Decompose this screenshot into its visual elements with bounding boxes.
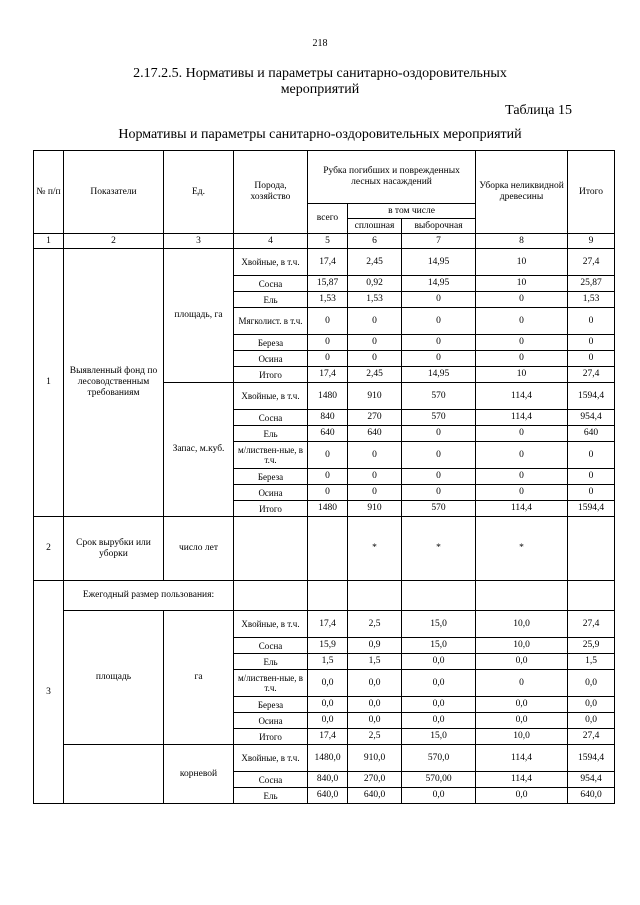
value-cell: 0 <box>568 335 615 351</box>
value-cell: 640,0 <box>348 788 402 804</box>
value-cell: 0 <box>308 485 348 501</box>
value-cell: 0 <box>568 442 615 469</box>
column-number: 2 <box>64 234 164 249</box>
empty-cell <box>308 581 348 611</box>
value-cell: 570 <box>402 410 476 426</box>
value-cell: 10 <box>476 249 568 276</box>
header-felling: Рубка погибших и поврежденных лесных насаждений <box>308 151 476 204</box>
table-row <box>34 517 615 581</box>
value-cell: 0 <box>476 485 568 501</box>
value-cell: 0 <box>476 670 568 697</box>
value-cell: 0,92 <box>348 276 402 292</box>
value-cell: 840,0 <box>308 772 348 788</box>
species-cell: Сосна <box>234 410 308 426</box>
value-cell: 0 <box>308 469 348 485</box>
value-cell: 1,53 <box>348 292 402 308</box>
value-cell: 0 <box>568 308 615 335</box>
table-row <box>34 234 615 249</box>
value-cell: 0,0 <box>402 697 476 713</box>
value-cell: 1,5 <box>348 654 402 670</box>
value-cell: 910 <box>348 501 402 517</box>
value-cell: 10,0 <box>476 638 568 654</box>
value-cell: 270 <box>348 410 402 426</box>
value-cell: 1,5 <box>308 654 348 670</box>
value-cell: 0 <box>308 442 348 469</box>
value-cell: 0 <box>476 351 568 367</box>
value-cell: 0,0 <box>476 654 568 670</box>
value-cell: 640 <box>308 426 348 442</box>
empty-cell <box>568 581 615 611</box>
unit-area: площадь, га <box>164 249 234 383</box>
species-cell: Мягколист. в т.ч. <box>234 308 308 335</box>
value-cell: 0,0 <box>568 670 615 697</box>
species-cell: Ель <box>234 654 308 670</box>
section-label: Срок вырубки или уборки <box>64 517 164 581</box>
value-cell: 954,4 <box>568 410 615 426</box>
value-cell: 0 <box>348 469 402 485</box>
value-cell: 840 <box>308 410 348 426</box>
table-row <box>34 249 615 276</box>
value-cell: 27,4 <box>568 611 615 638</box>
column-number: 4 <box>234 234 308 249</box>
species-cell: Сосна <box>234 276 308 292</box>
table-row <box>34 745 615 772</box>
value-cell: 10,0 <box>476 729 568 745</box>
value-cell: 114,4 <box>476 501 568 517</box>
value-cell: 270,0 <box>348 772 402 788</box>
value-cell: 570 <box>402 383 476 410</box>
table-number: Таблица 15 <box>505 103 572 118</box>
column-number: 8 <box>476 234 568 249</box>
value-cell: 15,9 <box>308 638 348 654</box>
species-cell: Береза <box>234 469 308 485</box>
unit-stock: корневой <box>164 745 234 804</box>
value-cell: 0,0 <box>476 788 568 804</box>
value-cell: 910 <box>348 383 402 410</box>
value-cell: 0 <box>308 351 348 367</box>
value-cell: 0,0 <box>402 654 476 670</box>
value-cell: 0 <box>402 442 476 469</box>
value-cell: 0 <box>402 469 476 485</box>
value-cell: 1594,4 <box>568 745 615 772</box>
section-label: Выявленный фонд по лесоводственным требованиям <box>64 249 164 517</box>
value-cell: 1480 <box>308 383 348 410</box>
value-cell: 0,0 <box>308 713 348 729</box>
value-cell: 0,0 <box>568 713 615 729</box>
column-number: 1 <box>34 234 64 249</box>
value-cell: 0 <box>568 485 615 501</box>
value-cell: 114,4 <box>476 772 568 788</box>
value-cell: 0,0 <box>348 670 402 697</box>
value-cell: 0,0 <box>402 788 476 804</box>
value-cell: 2,45 <box>348 249 402 276</box>
header-num: № п/п <box>34 151 64 234</box>
value-cell: 2,5 <box>348 729 402 745</box>
value-cell: 14,95 <box>402 249 476 276</box>
value-cell: 17,4 <box>308 729 348 745</box>
value-cell: 0,0 <box>308 670 348 697</box>
species-cell: Береза <box>234 335 308 351</box>
value-cell: 0 <box>402 351 476 367</box>
value-cell: 0,0 <box>568 697 615 713</box>
value-cell: 0,0 <box>476 713 568 729</box>
table-row <box>34 611 615 638</box>
value-cell: 17,4 <box>308 249 348 276</box>
unit-stock: Запас, м.куб. <box>164 383 234 517</box>
header-selective: выборочная <box>402 219 476 234</box>
value-cell: 1,53 <box>308 292 348 308</box>
section-number: 2 <box>34 517 64 581</box>
header-total-all: всего <box>308 204 348 234</box>
page-number: 218 <box>312 38 328 49</box>
value-cell: 570 <box>402 501 476 517</box>
empty-cell <box>402 581 476 611</box>
unit-area: га <box>164 611 234 745</box>
value-cell: 0 <box>348 442 402 469</box>
species-cell: Береза <box>234 697 308 713</box>
value-cell: 10 <box>476 367 568 383</box>
value-cell: 1,53 <box>568 292 615 308</box>
value-cell: 2,45 <box>348 367 402 383</box>
value-cell: 640,0 <box>308 788 348 804</box>
value-cell: 15,0 <box>402 611 476 638</box>
value-cell: 14,95 <box>402 367 476 383</box>
value-cell: 0 <box>348 335 402 351</box>
value-cell: 1,5 <box>568 654 615 670</box>
value-cell: 0 <box>476 308 568 335</box>
value-cell: * <box>348 517 402 581</box>
value-cell: 0 <box>348 351 402 367</box>
species-cell: Осина <box>234 485 308 501</box>
value-cell: 27,4 <box>568 729 615 745</box>
value-cell: 0 <box>402 292 476 308</box>
value-cell: 14,95 <box>402 276 476 292</box>
value-cell: 640 <box>568 426 615 442</box>
area-label: площадь <box>64 611 164 745</box>
value-cell: 640,0 <box>568 788 615 804</box>
section-heading: 2.17.2.5. Нормативы и параметры санитарно-оздоровительных мероприятий <box>133 66 507 97</box>
value-cell: 910,0 <box>348 745 402 772</box>
value-cell: 17,4 <box>308 611 348 638</box>
value-cell: 0 <box>402 426 476 442</box>
value-cell: 0 <box>568 469 615 485</box>
empty-cell <box>64 745 164 804</box>
value-cell: 0 <box>308 335 348 351</box>
value-cell: 0 <box>402 485 476 501</box>
value-cell: 15,87 <box>308 276 348 292</box>
value-cell: 0,9 <box>348 638 402 654</box>
section-number: 1 <box>34 249 64 517</box>
header-species: Порода, хозяйство <box>234 151 308 234</box>
header-clear: сплошная <box>348 219 402 234</box>
species-cell: Осина <box>234 713 308 729</box>
value-cell: 10,0 <box>476 611 568 638</box>
value-cell: 0,0 <box>308 697 348 713</box>
value-cell: 17,4 <box>308 367 348 383</box>
value-cell: * <box>476 517 568 581</box>
species-cell: Ель <box>234 292 308 308</box>
value-cell: 114,4 <box>476 410 568 426</box>
section-label: Ежегодный размер пользования: <box>64 581 234 611</box>
species-cell: Хвойные, в т.ч. <box>234 383 308 410</box>
value-cell: 570,0 <box>402 745 476 772</box>
species-cell: Сосна <box>234 772 308 788</box>
species-cell: Хвойные, в т.ч. <box>234 745 308 772</box>
species-cell: Осина <box>234 351 308 367</box>
value-cell: 27,4 <box>568 249 615 276</box>
value-cell <box>568 517 615 581</box>
column-number: 5 <box>308 234 348 249</box>
value-cell: 15,0 <box>402 638 476 654</box>
value-cell <box>308 517 348 581</box>
empty-cell <box>476 581 568 611</box>
value-cell: 570,00 <box>402 772 476 788</box>
value-cell: 27,4 <box>568 367 615 383</box>
value-cell: 1594,4 <box>568 383 615 410</box>
value-cell: 25,9 <box>568 638 615 654</box>
species-cell: Ель <box>234 788 308 804</box>
species-cell: Итого <box>234 367 308 383</box>
empty-cell <box>234 581 308 611</box>
species-cell: Итого <box>234 729 308 745</box>
value-cell: 0 <box>402 308 476 335</box>
header-indicators: Показатели <box>64 151 164 234</box>
value-cell: 0,0 <box>402 670 476 697</box>
species-cell: Итого <box>234 501 308 517</box>
unit-years: число лет <box>164 517 234 581</box>
species-cell: Хвойные, в т.ч. <box>234 611 308 638</box>
column-number: 7 <box>402 234 476 249</box>
value-cell: 0 <box>476 469 568 485</box>
value-cell: 0 <box>348 485 402 501</box>
value-cell: 114,4 <box>476 383 568 410</box>
value-cell <box>234 517 308 581</box>
norms-table <box>33 150 615 804</box>
column-number: 9 <box>568 234 615 249</box>
value-cell: 0,0 <box>348 697 402 713</box>
value-cell: 114,4 <box>476 745 568 772</box>
value-cell: 25,87 <box>568 276 615 292</box>
value-cell: 0,0 <box>348 713 402 729</box>
value-cell: 1594,4 <box>568 501 615 517</box>
header-incl: в том числе <box>348 204 476 219</box>
species-cell: Ель <box>234 426 308 442</box>
table-row <box>34 581 615 611</box>
column-number: 3 <box>164 234 234 249</box>
value-cell: 2,5 <box>348 611 402 638</box>
empty-cell <box>348 581 402 611</box>
value-cell: 954,4 <box>568 772 615 788</box>
species-cell: м/листвен-ные, в т.ч. <box>234 670 308 697</box>
value-cell: 1480 <box>308 501 348 517</box>
value-cell: * <box>402 517 476 581</box>
section-number: 3 <box>34 581 64 804</box>
value-cell: 0 <box>402 335 476 351</box>
value-cell: 0,0 <box>476 697 568 713</box>
value-cell: 0 <box>348 308 402 335</box>
value-cell: 0 <box>476 335 568 351</box>
value-cell: 0 <box>476 442 568 469</box>
value-cell: 0 <box>476 426 568 442</box>
value-cell: 1480,0 <box>308 745 348 772</box>
value-cell: 0 <box>568 351 615 367</box>
header-unit: Ед. <box>164 151 234 234</box>
value-cell: 0,0 <box>402 713 476 729</box>
value-cell: 15,0 <box>402 729 476 745</box>
species-cell: Хвойные, в т.ч. <box>234 249 308 276</box>
species-cell: м/листвен-ные, в т.ч. <box>234 442 308 469</box>
value-cell: 0 <box>308 308 348 335</box>
value-cell: 640 <box>348 426 402 442</box>
value-cell: 0 <box>476 292 568 308</box>
column-number: 6 <box>348 234 402 249</box>
value-cell: 10 <box>476 276 568 292</box>
header-total: Итого <box>568 151 615 234</box>
table-title: Нормативы и параметры санитарно-оздоровительных мероприятий <box>118 127 522 142</box>
header-cleanup: Уборка неликвидной древесины <box>476 151 568 234</box>
species-cell: Сосна <box>234 638 308 654</box>
